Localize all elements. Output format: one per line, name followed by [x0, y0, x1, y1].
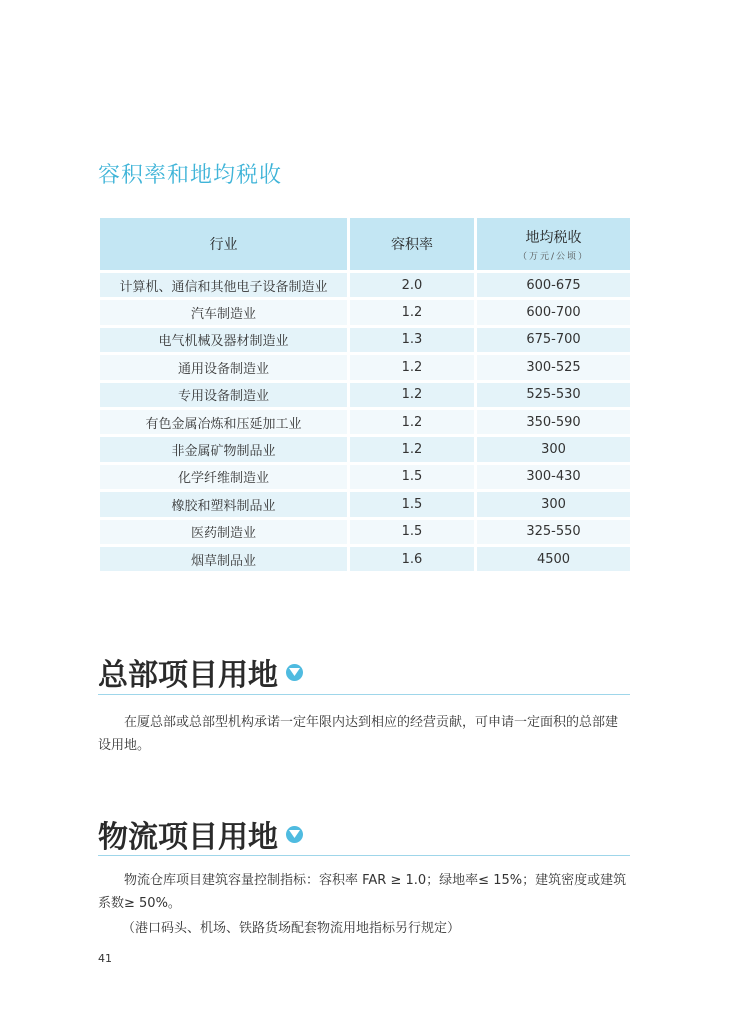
- page-number: 41: [98, 952, 112, 965]
- section-divider: [98, 855, 630, 856]
- cell-tax: 600-700: [477, 300, 630, 327]
- cell-far: 1.2: [350, 383, 477, 410]
- table-row: [100, 492, 630, 519]
- header-tax-unit: （万元/公顷）: [517, 251, 590, 262]
- cell-industry: 有色金属冶炼和压延加工业: [100, 410, 350, 437]
- cell-tax: 350-590: [477, 410, 630, 437]
- cell-far: 1.5: [350, 520, 477, 547]
- triangle-down-icon: [286, 664, 303, 681]
- section-body-headquarters: 在厦总部或总部型机构承诺一定年限内达到相应的经营贡献，可申请一定面积的总部建设用地。: [98, 715, 619, 753]
- cell-industry: 汽车制造业: [100, 300, 350, 327]
- cell-tax: 4500: [477, 547, 630, 574]
- section-title-logistics: [98, 812, 303, 856]
- cell-far: 2.0: [350, 273, 477, 300]
- section-title-text: 总部项目用地: [98, 658, 278, 693]
- table-row: [100, 383, 630, 410]
- cell-industry: 烟草制品业: [100, 547, 350, 574]
- header-industry: 行业: [100, 218, 350, 273]
- table-row: [100, 300, 630, 327]
- table-row: [100, 355, 630, 382]
- cell-tax: 600-675: [477, 273, 630, 300]
- cell-far: 1.3: [350, 328, 477, 355]
- cell-tax: 525-530: [477, 383, 630, 410]
- cell-far: 1.2: [350, 355, 477, 382]
- cell-tax: 300: [477, 492, 630, 519]
- table-row: [100, 410, 630, 437]
- table-row: [100, 328, 630, 355]
- cell-far: 1.5: [350, 465, 477, 492]
- table-row: [100, 437, 630, 464]
- cell-tax: 300-525: [477, 355, 630, 382]
- cell-far: 1.2: [350, 437, 477, 464]
- cell-industry: 橡胶和塑料制品业: [100, 492, 350, 519]
- cell-industry: 非金属矿物制品业: [100, 437, 350, 464]
- cell-industry: 通用设备制造业: [100, 355, 350, 382]
- table-header-row: [100, 218, 630, 273]
- cell-far: 1.2: [350, 300, 477, 327]
- cell-far: 1.2: [350, 410, 477, 437]
- section-body-logistics: 物流仓库项目建筑容量控制指标：容积率 FAR ≥ 1.0；绿地率≤ 15%；建筑密度或建筑系数≥ 50%。: [98, 873, 627, 911]
- table-row: [100, 520, 630, 547]
- table-title: 容积率和地均税收: [98, 163, 283, 188]
- cell-industry: 医药制造业: [100, 520, 350, 547]
- section-divider: [98, 694, 630, 695]
- header-tax: [477, 218, 630, 273]
- cell-far: 1.6: [350, 547, 477, 574]
- cell-far: 1.5: [350, 492, 477, 519]
- far-tax-table: [100, 218, 630, 574]
- section-title-text: 物流项目用地: [98, 820, 278, 855]
- section-title-headquarters: [98, 650, 303, 694]
- triangle-down-icon: [286, 826, 303, 843]
- cell-industry: 电气机械及器材制造业: [100, 328, 350, 355]
- header-tax-label: 地均税收: [525, 229, 582, 246]
- table-row: [100, 547, 630, 574]
- cell-tax: 300: [477, 437, 630, 464]
- cell-tax: 300-430: [477, 465, 630, 492]
- section-note-logistics: （港口码头、机场、铁路货场配套物流用地指标另行规定）: [122, 921, 461, 936]
- cell-industry: 专用设备制造业: [100, 383, 350, 410]
- cell-industry: 化学纤维制造业: [100, 465, 350, 492]
- cell-tax: 325-550: [477, 520, 630, 547]
- cell-industry: 计算机、通信和其他电子设备制造业: [100, 273, 350, 300]
- table-row: [100, 273, 630, 300]
- table-row: [100, 465, 630, 492]
- cell-tax: 675-700: [477, 328, 630, 355]
- header-far: 容积率: [350, 218, 477, 273]
